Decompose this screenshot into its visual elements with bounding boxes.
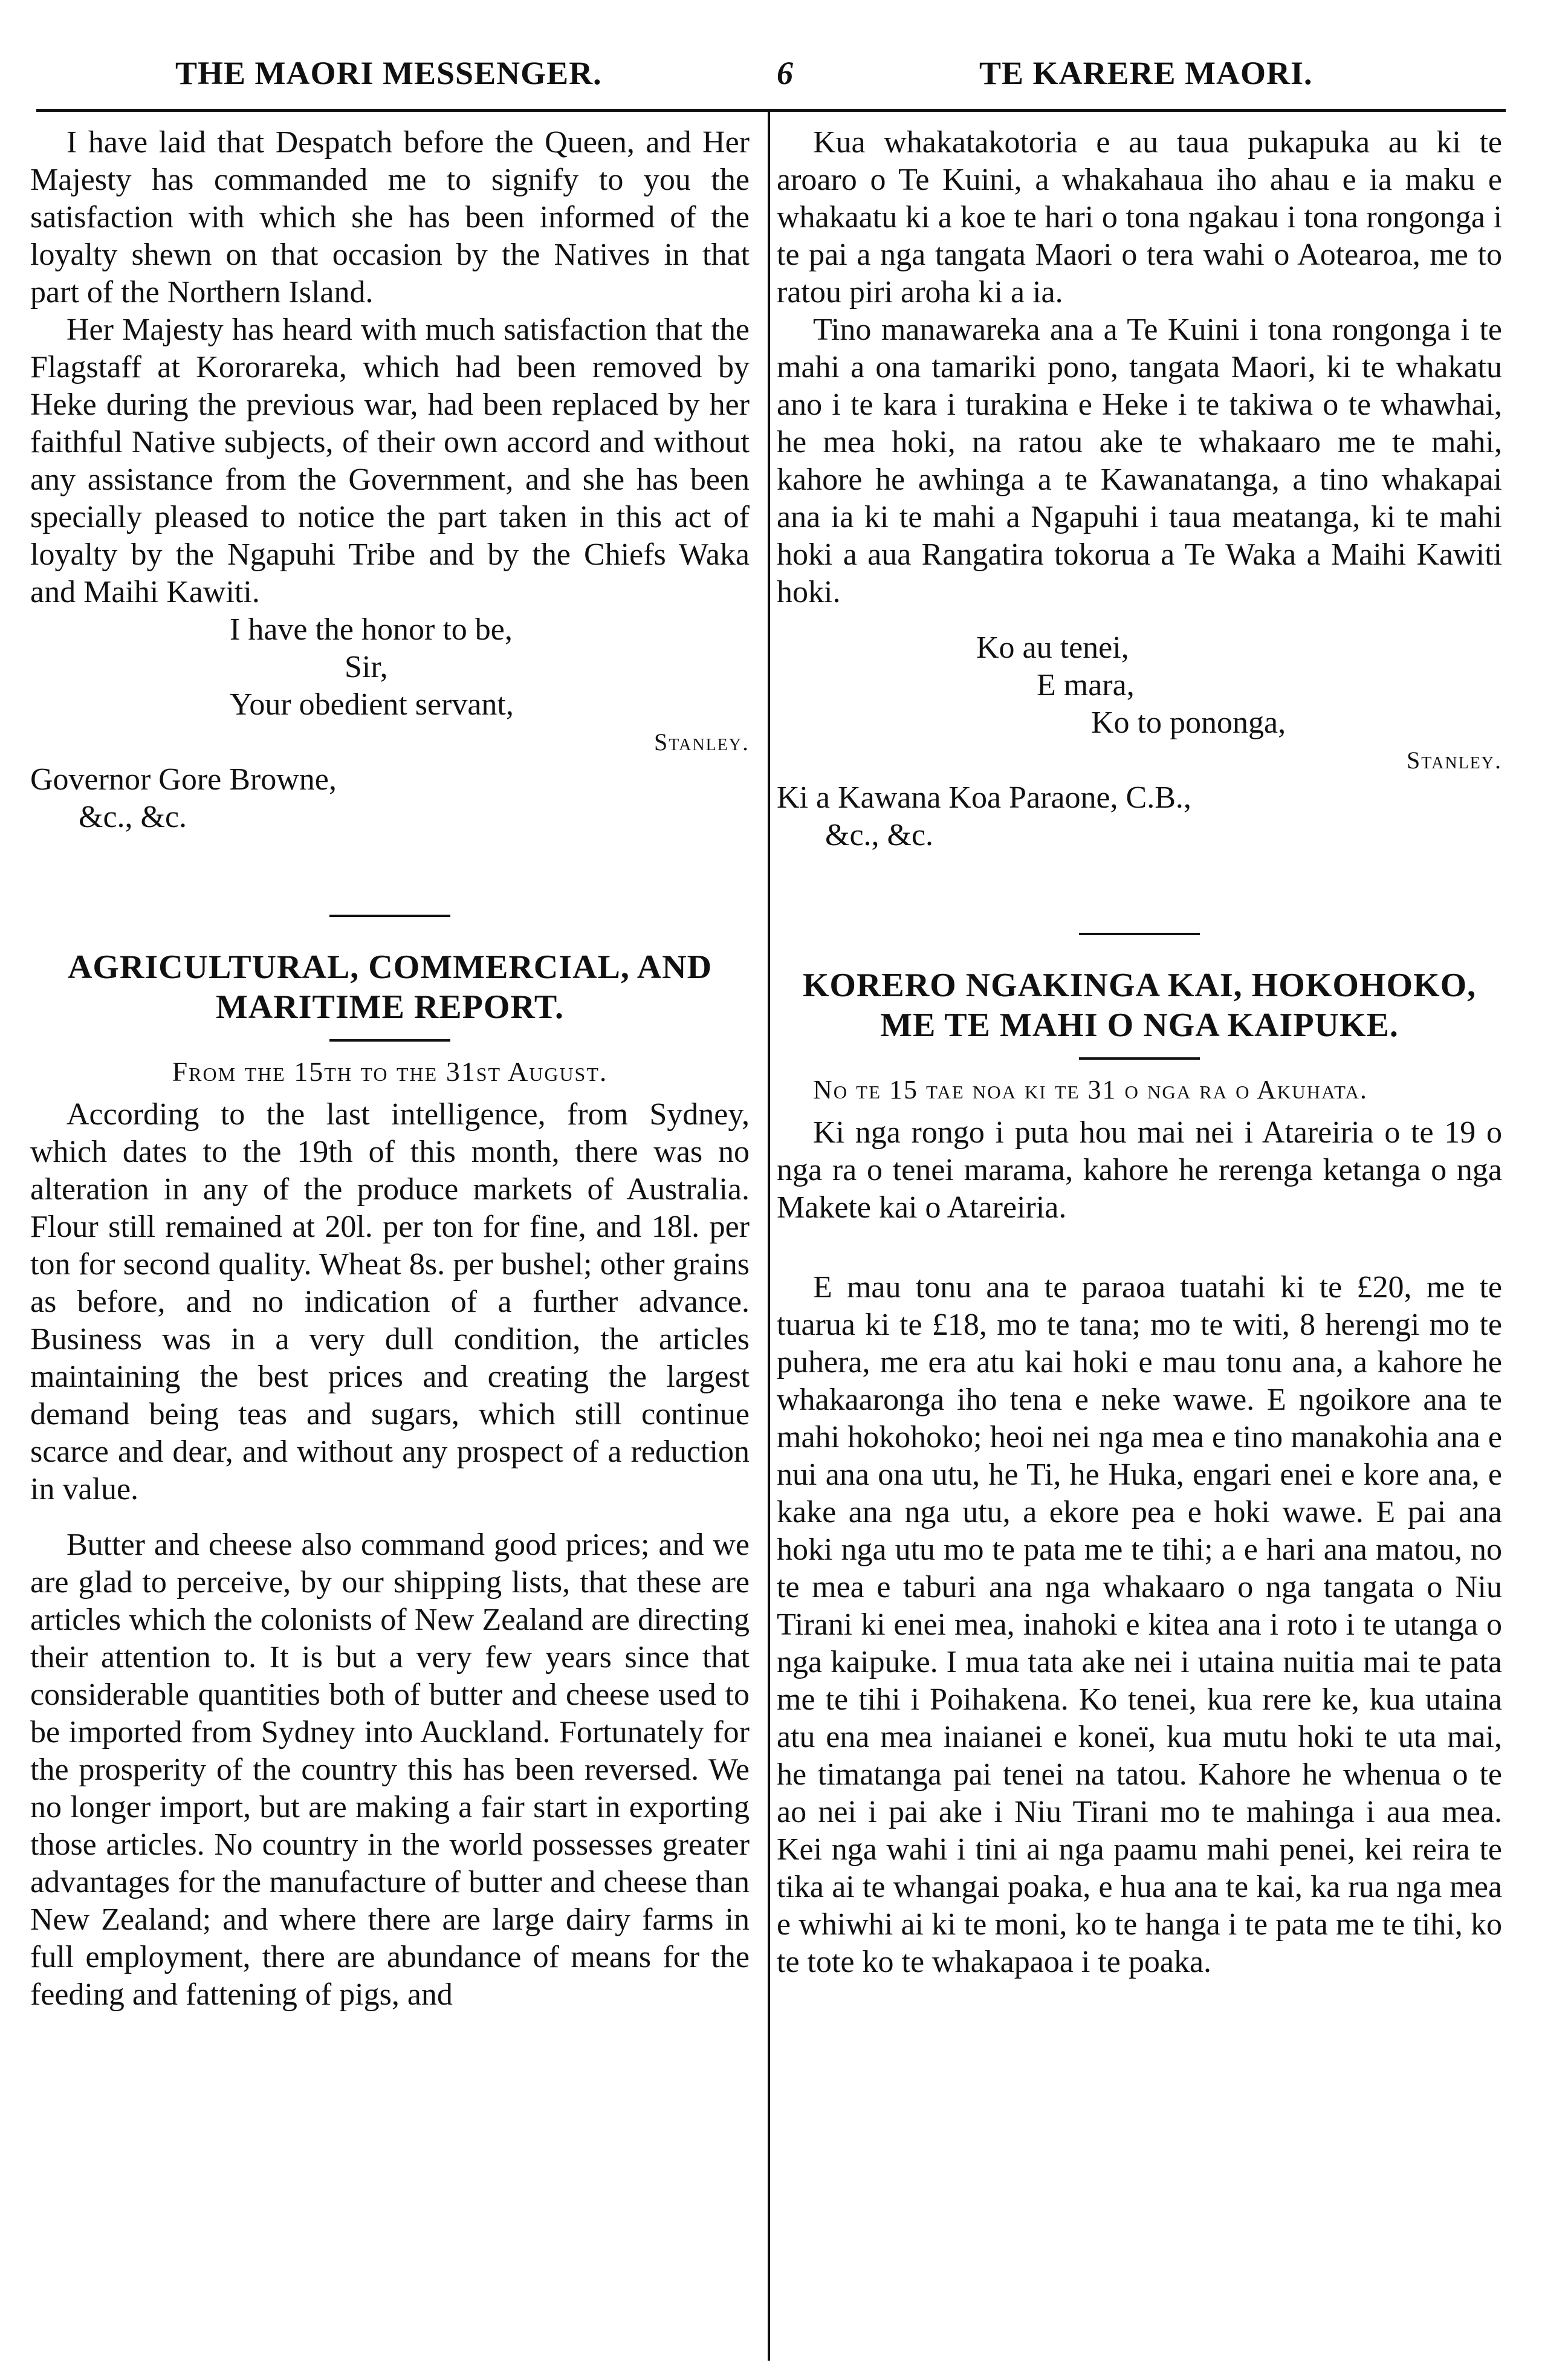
etc-line: &c., &c. bbox=[79, 800, 187, 834]
report-paragraph: Ki nga rongo i puta hou mai nei i Atareiria o te 19 o nga ra o tenei marama, kahore he rerenga ketanga o nga Makete kai o Atareiria. bbox=[777, 1115, 1502, 1225]
maori-column bbox=[777, 124, 1502, 1981]
section-rule bbox=[1079, 933, 1200, 935]
addressee: Governor Gore Browne, bbox=[30, 762, 337, 797]
report-paragraph: Butter and cheese also command good prices; and we are glad to perceive, by our shipping lists, that these are articles which the colonists of New Zealand are directing their attention to. It is but a very few years since that considerable quantities both of butter and cheese used to be imported from Sydney into Auckland. Fortunately for the prosperity of the country this has been reversed. We no longer import, but are making a fair start in exporting those articles. No country in the world possesses greater advantages for the manufacture of butter and cheese than New Zealand; and where there are large dairy farms in full employment, there are abundance of means for the feeding and fattening of pigs, and bbox=[30, 1528, 750, 2012]
english-column bbox=[30, 124, 750, 2014]
report-dateline: No te 15 tae noa ki te 31 o nga ra o Akuhata. bbox=[813, 1075, 1368, 1104]
page-header bbox=[36, 42, 1506, 109]
header-english-title: THE MAORI MESSENGER. bbox=[175, 55, 602, 91]
page-number: 6 bbox=[777, 55, 794, 91]
signature: Stanley. bbox=[654, 728, 750, 756]
letter-paragraph: Kua whakatakotoria e au taua pukapuka au ki te aroaro o Te Kuini, a whakahaua iho ahau e ia maku e whakaatu ki a koe te hari o tona ngakau i tona rongonga i te pai a nga tangata Maori o tera wahi o Aotearoa, me to ratou piri aroha ki a ia. bbox=[777, 125, 1502, 310]
header-rule bbox=[36, 109, 1506, 112]
report-title: ME TE MAHI O NGA KAIPUKE. bbox=[880, 1007, 1399, 1044]
closing-line: Ko to pononga, bbox=[1091, 705, 1286, 740]
column-divider bbox=[768, 112, 770, 2361]
report-paragraph: According to the last intelligence, from Sydney, which dates to the 19th of this month, there was no alteration in any of the produce markets of Australia. Flour still remained at 20l. per ton for fine, and 18l. per ton for second quality. Wheat 8s. per bushel; other grains as before, and no indication of a further advance. Business was in a very dull condition, the articles maintaining the best prices and creating the largest demand being teas and sugars, which still continue scarce and dear, and without any prospect of a reduction in value. bbox=[30, 1097, 750, 1506]
letter-paragraph: I have laid that Despatch before the Queen, and Her Majesty has commanded me to signify to you the satisfaction with which she has been informed of the loyalty shewn on that occasion by the Natives in that part of the Northern Island. bbox=[30, 125, 750, 310]
addressee: Ki a Kawana Koa Paraone, C.B., bbox=[777, 780, 1191, 815]
title-rule bbox=[329, 1039, 450, 1042]
closing-line: I have the honor to be, bbox=[230, 612, 513, 647]
header-maori-title: TE KARERE MAORI. bbox=[979, 55, 1313, 91]
letter-paragraph: Her Majesty has heard with much satisfaction that the Flagstaff at Kororareka, which had been removed by Heke during the previous war, had been replaced by her faithful Native subjects, of their own accord and without any assistance from the Government, and she has been specially pleased to notice the part taken in this act of loyalty by the Ngapuhi Tribe and by the Chiefs Waka and Maihi Kawiti. bbox=[30, 313, 750, 609]
closing-line: Sir, bbox=[345, 650, 388, 684]
section-rule bbox=[329, 915, 450, 917]
closing-line: Your obedient servant, bbox=[230, 687, 514, 722]
title-rule bbox=[1079, 1057, 1200, 1060]
etc-line: &c., &c. bbox=[825, 818, 934, 852]
report-paragraph: E mau tonu ana te paraoa tuatahi ki te £20, me te tuarua ki te £18, mo te tana; mo te witi, 8 herengi mo te puhera, me era atu kai hoki e mau tonu ana, a kahore he whakaaronga iho tena e neke wawe. E ngoikore ana te mahi hokohoko; heoi nei nga mea e tino manakohia ana e nui ana ona utu, he Ti, he Huka, engari enei e kore ana, e kake ana nga utu, a ekore pea e hoki wawe. E pai ana hoki nga utu mo te pata me te tihi; a e hari ana matou, no te mea e taburi ana nga whakaaro o nga tangata o Niu Tirani ki enei mea, inahoki e kitea ana i roto i te utanga o nga kaipuke. I mua tata ake nei i utaina nuitia mai te pata me te tihi i Poihakena. Ko tenei, kua rere ke, kua utaina atu ena mea inaianei e koneï, kua mutu hoki te uta mai, he timatanga pai tenei na tatou. Kahore he whenua o te ao nei i pai ake i Niu Tirani mo te mahinga i aua mea. Kei nga wahi i tini ai nga paamu mahi penei, kei reira te tika ai te whangai poaka, e hua ana te kai, ka rua nga mea e whiwhi ai ki te moni, ko te hanga i te pata me te tihi, ko te tote ko te whakapaoa i te poaka. bbox=[777, 1270, 1502, 1979]
closing-line: Ko au tenei, bbox=[976, 631, 1129, 665]
report-title: AGRICULTURAL, COMMERCIAL, AND bbox=[67, 948, 713, 986]
report-title: MARITIME REPORT. bbox=[215, 988, 565, 1026]
report-dateline: From the 15th to the 31st August. bbox=[172, 1056, 608, 1087]
report-title: KORERO NGAKINGA KAI, HOKOHOKO, bbox=[802, 967, 1477, 1004]
signature: Stanley. bbox=[1407, 747, 1502, 774]
letter-paragraph: Tino manawareka ana a Te Kuini i tona rongonga i te mahi a ona tamariki pono, tangata Maori, ki te whakatu ano i te kara i turakina e Heke i te takiwa o te whawhai, he mea hoki, na ratou ake te whakaaro me te mahi, kahore he awhinga a te Kawanatanga, a tino whakapai ana ia ki te mahi a Ngapuhi i taua meatanga, ki te mahi hoki a aua Rangatira tokorua a Te Waka a Maihi Kawiti hoki. bbox=[777, 313, 1502, 609]
closing-line: E mara, bbox=[1037, 668, 1135, 702]
